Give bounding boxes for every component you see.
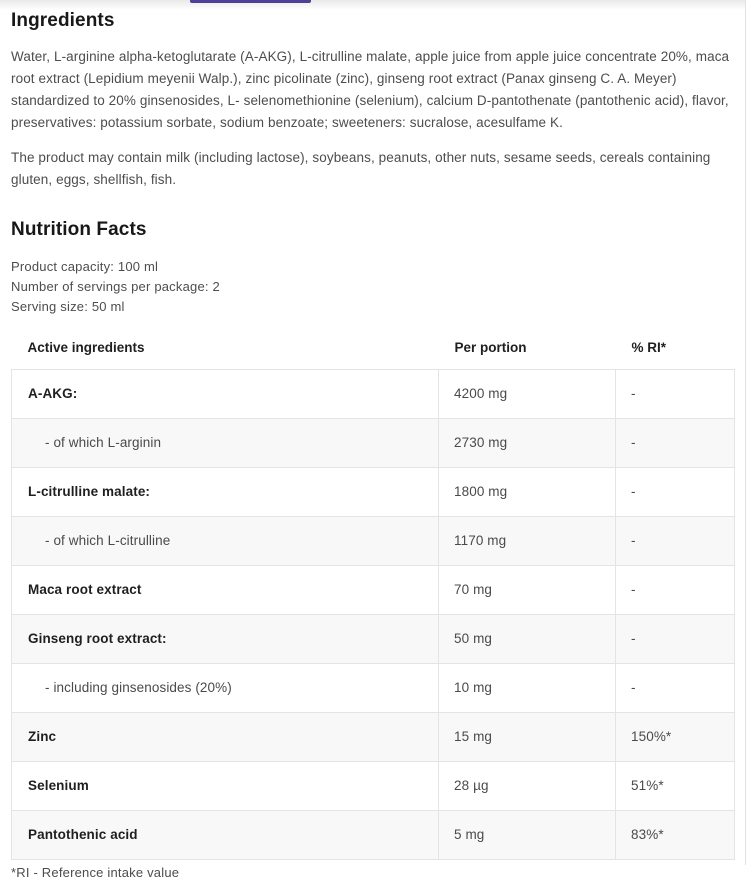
ingredient-name: A-AKG: bbox=[12, 369, 439, 418]
ri-value: - bbox=[616, 418, 735, 467]
table-row bbox=[12, 418, 735, 467]
ingredient-name: L-citrulline malate: bbox=[12, 467, 439, 516]
per-portion-value: 10 mg bbox=[439, 663, 616, 712]
ri-value: - bbox=[616, 369, 735, 418]
allergen-notice-text: The product may contain milk (including lactose), soybeans, peanuts, other nuts, sesame seeds, cereals containing gluten, eggs, shellfish, fish. bbox=[11, 150, 711, 187]
ingredient-name: Selenium bbox=[12, 761, 439, 810]
per-portion-value: 5 mg bbox=[439, 810, 616, 859]
ingredient-name: Pantothenic acid bbox=[12, 810, 439, 859]
product-capacity-text: Product capacity: 100 ml bbox=[11, 259, 159, 274]
serving-info-block bbox=[11, 257, 735, 317]
per-portion-value: 2730 mg bbox=[439, 418, 616, 467]
table-row bbox=[12, 516, 735, 565]
ingredients-title: Ingredients bbox=[11, 10, 115, 31]
per-portion-value: 70 mg bbox=[439, 565, 616, 614]
ri-value: - bbox=[616, 663, 735, 712]
col-header-active-ingredients: Active ingredients bbox=[27, 339, 145, 355]
ingredient-name: - of which L-arginin bbox=[12, 418, 439, 467]
col-header-ri: % RI* bbox=[631, 339, 667, 355]
per-portion-value: 1170 mg bbox=[439, 516, 616, 565]
nutrition-table bbox=[11, 326, 735, 860]
ingredients-section bbox=[11, 9, 735, 191]
ri-value: - bbox=[616, 467, 735, 516]
active-tab-indicator[interactable] bbox=[190, 0, 311, 3]
table-row bbox=[12, 810, 735, 859]
ri-value: 83%* bbox=[616, 810, 735, 859]
nutrition-facts-title: Nutrition Facts bbox=[11, 219, 147, 240]
table-row bbox=[12, 712, 735, 761]
reference-intake-footnote: *RI - Reference intake value bbox=[11, 864, 180, 880]
table-row bbox=[12, 369, 735, 418]
ri-value: 150%* bbox=[616, 712, 735, 761]
nutrition-facts-section bbox=[11, 218, 735, 880]
table-row bbox=[12, 614, 735, 663]
ingredient-name: Zinc bbox=[12, 712, 439, 761]
ingredient-name: Ginseng root extract: bbox=[12, 614, 439, 663]
servings-per-package-text: Number of servings per package: 2 bbox=[11, 279, 220, 294]
table-row bbox=[12, 761, 735, 810]
per-portion-value: 1800 mg bbox=[439, 467, 616, 516]
ingredient-name: - of which L-citrulline bbox=[12, 516, 439, 565]
per-portion-value: 28 µg bbox=[439, 761, 616, 810]
ri-value: - bbox=[616, 614, 735, 663]
ingredient-name: Maca root extract bbox=[12, 565, 439, 614]
ri-value: - bbox=[616, 565, 735, 614]
table-row bbox=[12, 467, 735, 516]
per-portion-value: 50 mg bbox=[439, 614, 616, 663]
ri-value: - bbox=[616, 516, 735, 565]
table-row bbox=[12, 565, 735, 614]
table-row bbox=[12, 663, 735, 712]
table-header-row bbox=[12, 326, 735, 369]
per-portion-value: 4200 mg bbox=[439, 369, 616, 418]
per-portion-value: 15 mg bbox=[439, 712, 616, 761]
col-header-per-portion: Per portion bbox=[454, 339, 527, 355]
ri-value: 51%* bbox=[616, 761, 735, 810]
ingredients-composition-text: Water, L-arginine alpha-ketoglutarate (A-AKG), L-citrulline malate, apple juice from apple juice concentrate 20%, maca root extract (Lepidium meyenii Walp.), zinc picolinate (zinc), ginseng root extract (Panax ginseng C. A. Meyer) standardized to 20% ginsenosides, L- selenomethionine (selenium), calcium D-pantothenate (pantothenic acid), flavor, preservatives: potassium sorbate, sodium benzoate; sweeteners: sucralose, acesulfame K. bbox=[11, 49, 730, 130]
ingredient-name: - including ginsenosides (20%) bbox=[12, 663, 439, 712]
serving-size-text: Serving size: 50 ml bbox=[11, 299, 125, 314]
